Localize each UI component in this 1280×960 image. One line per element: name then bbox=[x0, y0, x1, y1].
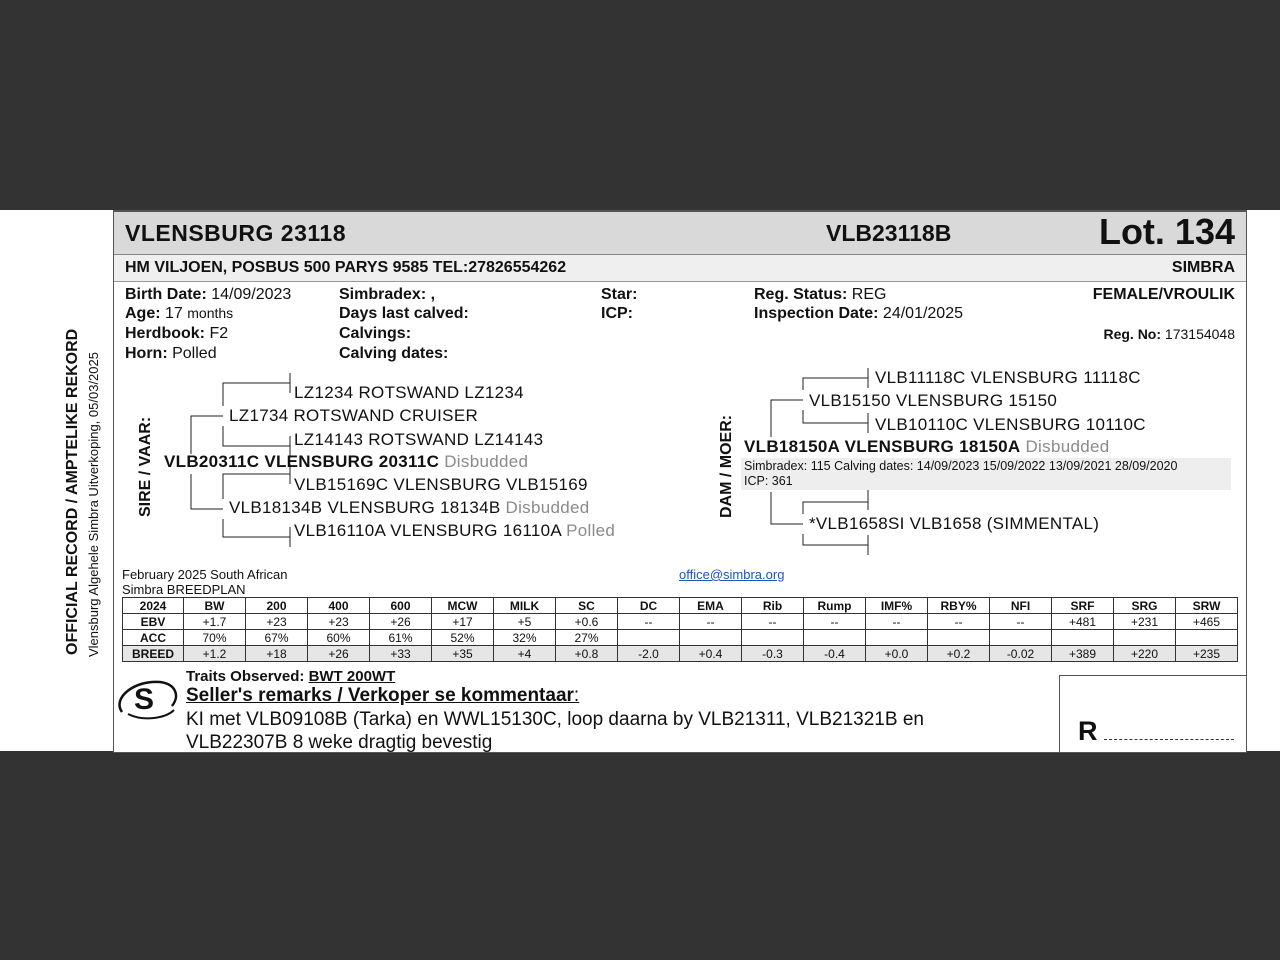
sale-name-date: Vlensburg Algehele Simbra Uitverkoping, 05/03/2025 bbox=[86, 352, 101, 657]
ebv-header-cell: 400 bbox=[308, 598, 370, 614]
birth-date: Birth Date: 14/09/2023 bbox=[125, 286, 292, 303]
ebv-cell: +17 bbox=[432, 614, 494, 630]
ebv-cell: +26 bbox=[370, 614, 432, 630]
ebv-cell: +1.2 bbox=[184, 646, 246, 662]
ebv-header-cell: Rib bbox=[742, 598, 804, 614]
ebv-cell bbox=[618, 630, 680, 646]
ebv-cell: +220 bbox=[1114, 646, 1176, 662]
ebv-cell: +0.6 bbox=[556, 614, 618, 630]
ebv-header-cell: SRG bbox=[1114, 598, 1176, 614]
ebv-cell bbox=[1114, 630, 1176, 646]
sire-dam: VLB18134B VLENSBURG 18134B Disbudded bbox=[229, 498, 590, 517]
ebv-cell: +481 bbox=[1052, 614, 1114, 630]
ebv-header-cell: Rump bbox=[804, 598, 866, 614]
inspection-date: Inspection Date: 24/01/2025 bbox=[754, 305, 963, 322]
lot-number: Lot. 134 bbox=[1098, 211, 1235, 252]
ebv-cell: 70% bbox=[184, 630, 246, 646]
ebv-row bbox=[123, 614, 1238, 630]
ebv-cell: +23 bbox=[308, 614, 370, 630]
dam-label: DAM / MOER: bbox=[718, 414, 735, 518]
sex: FEMALE/VROULIK bbox=[1092, 286, 1235, 303]
ebv-cell: -2.0 bbox=[618, 646, 680, 662]
ebv-cell: +231 bbox=[1114, 614, 1176, 630]
ebv-header-cell: MCW bbox=[432, 598, 494, 614]
ebv-cell: +389 bbox=[1052, 646, 1114, 662]
breedplan-line1: February 2025 South African bbox=[122, 567, 288, 582]
ebv-header-cell: 2024 bbox=[123, 598, 184, 614]
ebv-cell: EBV bbox=[123, 614, 184, 630]
animal-name: VLENSBURG 23118 bbox=[125, 220, 346, 246]
sire-sire-dam: LZ14143 ROTSWAND LZ14143 bbox=[294, 430, 544, 449]
ebv-cell: +0.2 bbox=[928, 646, 990, 662]
ebv-row bbox=[123, 646, 1238, 662]
horn: Horn: Polled bbox=[125, 345, 217, 362]
simbradex: Simbradex: , bbox=[339, 286, 436, 303]
ebv-table bbox=[122, 597, 1238, 662]
ebv-header-cell: 600 bbox=[370, 598, 432, 614]
ebv-header-cell: SRW bbox=[1176, 598, 1238, 614]
ebv-cell bbox=[928, 630, 990, 646]
sire-animal: VLB20311C VLENSBURG 20311C Disbudded bbox=[164, 452, 529, 471]
ebv-cell: +5 bbox=[494, 614, 556, 630]
animal-code: VLB23118B bbox=[826, 220, 952, 246]
official-record-label: OFFICIAL RECORD / AMPTELIKE REKORD bbox=[64, 328, 81, 655]
ebv-cell: 27% bbox=[556, 630, 618, 646]
ebv-cell: +0.4 bbox=[680, 646, 742, 662]
reg-status: Reg. Status: REG bbox=[754, 286, 887, 303]
ebv-cell: +23 bbox=[246, 614, 308, 630]
ebv-cell: -- bbox=[742, 614, 804, 630]
ebv-cell: BREED bbox=[123, 646, 184, 662]
ebv-header-cell: RBY% bbox=[928, 598, 990, 614]
ebv-header-cell: EMA bbox=[680, 598, 742, 614]
remarks-body: KI met VLB09108B (Tarka) en WWL15130C, loop daarna by VLB21311, VLB21321B en VLB22307B 8 weke dragtig bevestig bbox=[186, 709, 924, 753]
ebv-header-cell: SC bbox=[556, 598, 618, 614]
traits-observed: Traits Observed: BWT 200WT bbox=[186, 668, 396, 685]
ebv-cell: -- bbox=[680, 614, 742, 630]
ebv-cell bbox=[1176, 630, 1238, 646]
remarks-title: Seller's remarks / Verkoper se kommentaar: bbox=[186, 685, 580, 706]
simbra-logo bbox=[114, 674, 180, 724]
ebv-cell: -- bbox=[618, 614, 680, 630]
ebv-cell: 60% bbox=[308, 630, 370, 646]
ebv-cell: +1.7 bbox=[184, 614, 246, 630]
dam-sire: VLB15150 VLENSBURG 15150 bbox=[809, 391, 1058, 410]
ebv-cell: -0.02 bbox=[990, 646, 1052, 662]
calving-dates: Calving dates: bbox=[339, 345, 449, 362]
ebv-header-cell: DC bbox=[618, 598, 680, 614]
ebv-cell: +26 bbox=[308, 646, 370, 662]
ebv-header-cell: BW bbox=[184, 598, 246, 614]
dam-dam: *VLB1658SI VLB1658 (SIMMENTAL) bbox=[809, 514, 1100, 533]
ebv-cell: 67% bbox=[246, 630, 308, 646]
ebv-cell: +465 bbox=[1176, 614, 1238, 630]
ebv-cell: -- bbox=[804, 614, 866, 630]
star: Star: bbox=[601, 286, 638, 303]
ebv-cell: +35 bbox=[432, 646, 494, 662]
lot-card bbox=[113, 210, 1247, 753]
sire-sire: LZ1734 ROTSWAND CRUISER bbox=[229, 406, 479, 425]
breed-name: SIMBRA bbox=[1171, 259, 1235, 276]
dam-animal: VLB18150A VLENSBURG 18150A Disbudded bbox=[744, 437, 1110, 456]
ebv-cell bbox=[1052, 630, 1114, 646]
ebv-header-cell: SRF bbox=[1052, 598, 1114, 614]
ebv-cell: -- bbox=[928, 614, 990, 630]
sire-label: SIRE / VAAR: bbox=[137, 416, 154, 517]
icp: ICP: bbox=[601, 305, 633, 322]
dam-simbradex-calving: Simbradex: 115 Calving dates: 14/09/2023 15/09/2022 13/09/2021 28/09/2020 bbox=[744, 459, 1178, 473]
ebv-cell: +33 bbox=[370, 646, 432, 662]
dam-icp: ICP: 361 bbox=[744, 474, 793, 488]
dam-details bbox=[741, 458, 1231, 490]
ebv-cell bbox=[680, 630, 742, 646]
ebv-cell bbox=[990, 630, 1052, 646]
ebv-cell: 32% bbox=[494, 630, 556, 646]
ebv-header-cell: MILK bbox=[494, 598, 556, 614]
email-link[interactable]: office@simbra.org bbox=[679, 567, 785, 582]
breedplan-line2: Simbra BREEDPLAN bbox=[122, 582, 246, 597]
ebv-cell: +235 bbox=[1176, 646, 1238, 662]
herdbook: Herdbook: F2 bbox=[125, 325, 229, 342]
ebv-header-row bbox=[123, 598, 1238, 614]
age: Age: 17 months bbox=[125, 305, 234, 322]
ebv-header-cell: NFI bbox=[990, 598, 1052, 614]
ebv-cell: 61% bbox=[370, 630, 432, 646]
ebv-cell: -0.3 bbox=[742, 646, 804, 662]
days-last-calved: Days last calved: bbox=[339, 305, 469, 322]
ebv-cell: +4 bbox=[494, 646, 556, 662]
ebv-cell: 52% bbox=[432, 630, 494, 646]
ebv-cell: +0.0 bbox=[866, 646, 928, 662]
ebv-cell bbox=[804, 630, 866, 646]
sire-dam-sire: VLB15169C VLENSBURG VLB15169 bbox=[294, 475, 588, 494]
ebv-cell: -0.4 bbox=[804, 646, 866, 662]
ebv-cell: ACC bbox=[123, 630, 184, 646]
ebv-cell: +0.8 bbox=[556, 646, 618, 662]
sire-dam-dam: VLB16110A VLENSBURG 16110A Polled bbox=[294, 521, 616, 540]
dam-sire-sire: VLB11118C VLENSBURG 11118C bbox=[875, 368, 1141, 387]
price-label: R bbox=[1078, 716, 1098, 746]
ebv-cell bbox=[742, 630, 804, 646]
dam-sire-dam: VLB10110C VLENSBURG 10110C bbox=[875, 415, 1146, 434]
ebv-header-cell: IMF% bbox=[866, 598, 928, 614]
price-box bbox=[1059, 675, 1247, 753]
reg-no: Reg. No: 173154048 bbox=[1103, 326, 1235, 342]
calvings: Calvings: bbox=[339, 325, 412, 342]
sire-sire-sire: LZ1234 ROTSWAND LZ1234 bbox=[294, 383, 524, 402]
owner-details: HM VILJOEN, POSBUS 500 PARYS 9585 TEL:27826554262 bbox=[125, 259, 567, 276]
ebv-cell: -- bbox=[866, 614, 928, 630]
price-line[interactable] bbox=[1104, 739, 1234, 740]
ebv-header-cell: 200 bbox=[246, 598, 308, 614]
logo-letter: S bbox=[134, 683, 155, 716]
ebv-cell: +18 bbox=[246, 646, 308, 662]
ebv-cell bbox=[866, 630, 928, 646]
ebv-cell: -- bbox=[990, 614, 1052, 630]
ebv-row bbox=[123, 630, 1238, 646]
